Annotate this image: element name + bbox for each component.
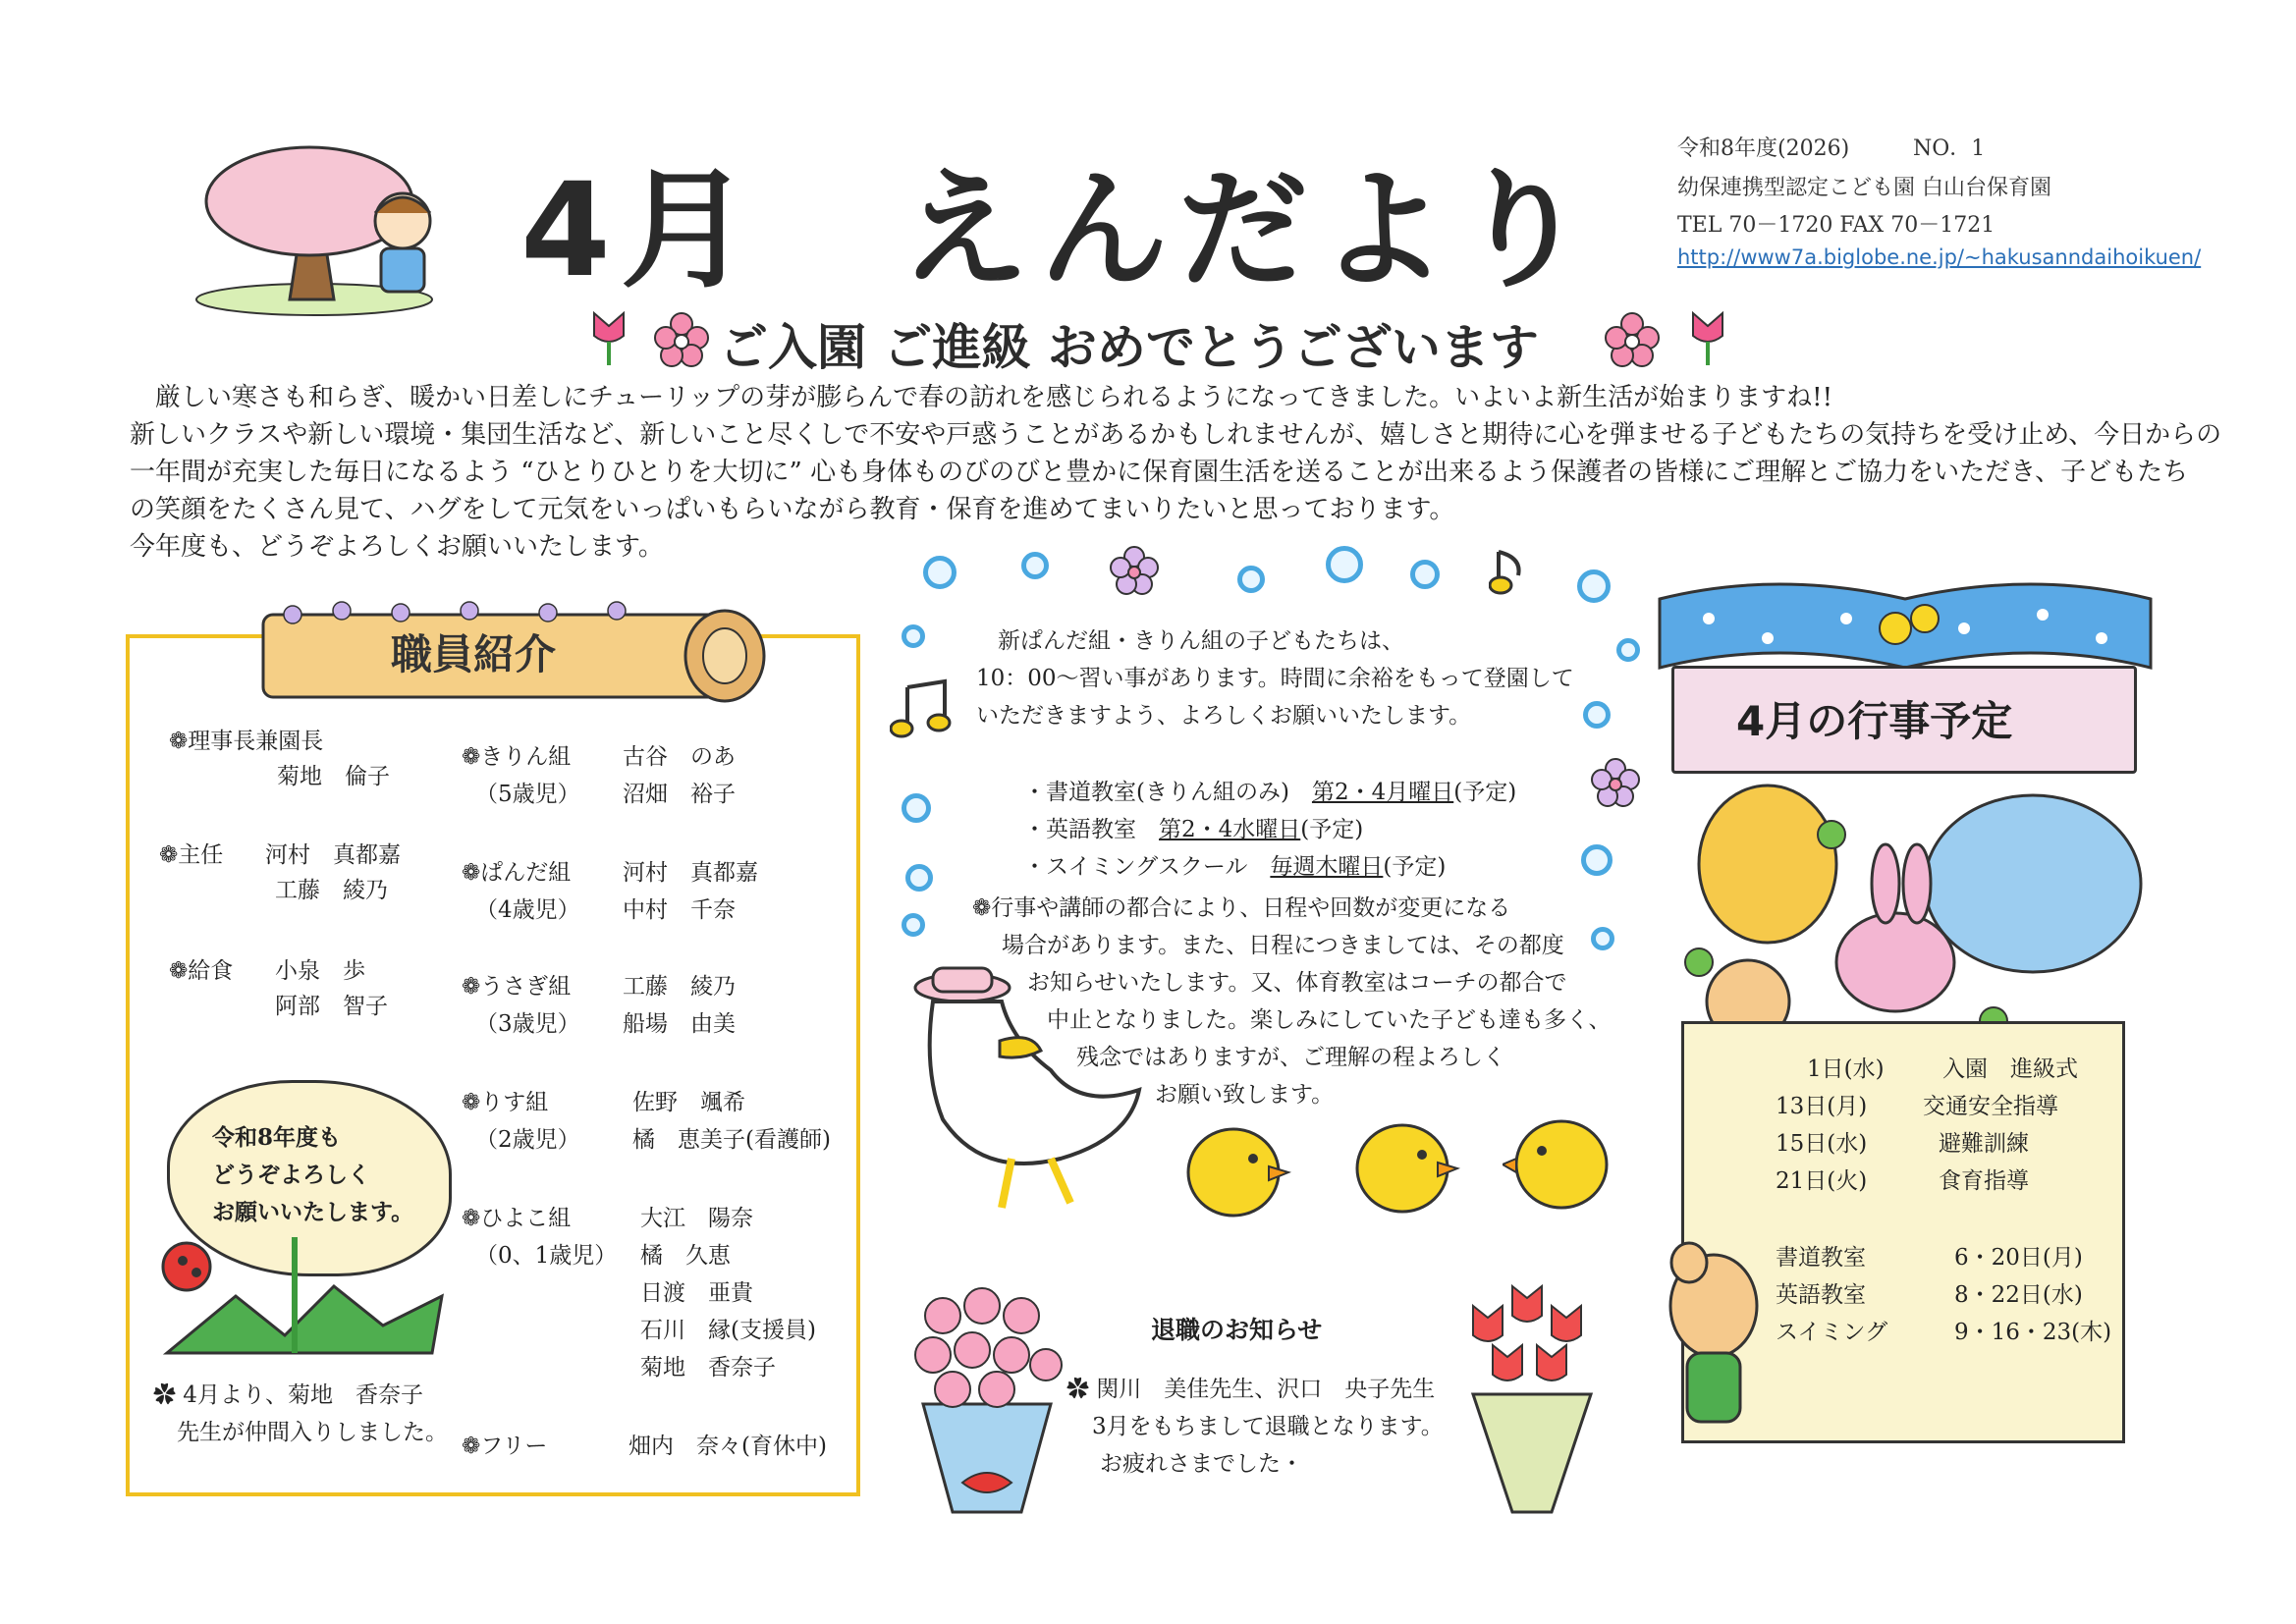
homepage-link[interactable]: http://www7a.biglobe.ne.jp/~hakusanndaihoikuen/ bbox=[1677, 245, 2202, 269]
class-age: （4歳児） bbox=[475, 897, 580, 923]
new-staff-note: ✿ 4月より、菊地 香奈子 bbox=[153, 1382, 423, 1408]
event-date: 13日(月) bbox=[1776, 1094, 1868, 1119]
chick-illustration bbox=[1343, 1110, 1461, 1227]
flower-icon bbox=[654, 312, 709, 367]
bubble-decoration bbox=[902, 793, 931, 823]
staff-name: 船場 由美 bbox=[623, 1011, 736, 1037]
notice-line: お願い致します。 bbox=[1155, 1082, 1335, 1108]
animals-illustration bbox=[1660, 776, 2151, 1051]
retire-line: ✿ 関川 美佳先生、沢口 央子先生 bbox=[1066, 1377, 1436, 1402]
flower-icon bbox=[1605, 312, 1660, 367]
bubble-decoration bbox=[1577, 569, 1611, 603]
music-note-icon bbox=[890, 677, 955, 740]
staff-name: 佐野 颯希 bbox=[632, 1090, 745, 1115]
lesson-item bbox=[1023, 848, 1446, 886]
class-age: （2歳児） bbox=[475, 1127, 580, 1153]
bubble-decoration bbox=[902, 624, 925, 648]
cherry-tree-illustration bbox=[187, 142, 462, 319]
lesson-name: 英語教室 bbox=[1776, 1282, 1866, 1308]
chick-illustration bbox=[1503, 1106, 1620, 1223]
staff-title: 職員紹介 bbox=[391, 630, 557, 678]
bubble-decoration bbox=[1326, 546, 1363, 583]
tulip-bouquet-illustration bbox=[1453, 1276, 1611, 1522]
cloud-line: 令和8年度も bbox=[212, 1124, 342, 1151]
intro-line: 新しいクラスや新しい環境・集団生活など、新しいこと尽くしで不安や戸惑うことがあるかもしれませんが、嬉しさと期待に心を弾ませる子どもたちの気持ちを受け止め、今日からの bbox=[130, 420, 2222, 450]
staff-role: ❁理事長兼園長 bbox=[169, 729, 324, 754]
staff-name: 工藤 綾乃 bbox=[275, 878, 388, 903]
lesson-dates: 9・16・23(木) bbox=[1954, 1320, 2112, 1345]
bubble-decoration bbox=[1581, 844, 1613, 876]
lessons-intro-line: 新ぱんだ組・きりん組の子どもたちは、 bbox=[998, 628, 1404, 654]
intro-line: 今年度も、どうぞよろしくお願いいたします。 bbox=[130, 532, 664, 562]
event-date: 1日(水) bbox=[1807, 1056, 1885, 1082]
retire-line: お疲れさまでした・ bbox=[1100, 1451, 1303, 1477]
staff-name: 菊地 倫子 bbox=[277, 764, 390, 789]
lesson-dates: 8・22日(水) bbox=[1954, 1282, 2083, 1308]
class-name: ❁フリー bbox=[462, 1434, 548, 1459]
flower-bouquet-illustration bbox=[903, 1276, 1070, 1522]
staff-name: 工藤 綾乃 bbox=[623, 974, 736, 1000]
bubble-decoration bbox=[902, 913, 925, 937]
staff-name: 畑内 奈々(育休中) bbox=[629, 1434, 827, 1459]
retire-line: 3月をもちまして退職となります。 bbox=[1092, 1414, 1444, 1439]
lessons-intro-line: 10：00～習い事があります。時間に余裕をもって登園して bbox=[976, 666, 1574, 691]
lesson-dates: 6・20日(月) bbox=[1954, 1245, 2083, 1271]
staff-name: 阿部 智子 bbox=[275, 994, 388, 1019]
bubble-decoration bbox=[923, 556, 957, 589]
flower-icon bbox=[1110, 546, 1159, 595]
contact-info: TEL 70－1720 FAX 70－1721 bbox=[1677, 213, 1995, 238]
event-date: 15日(水) bbox=[1776, 1131, 1868, 1157]
staff-name: 中村 千奈 bbox=[623, 897, 736, 923]
staff-name: 古谷 のあ bbox=[623, 744, 736, 770]
class-name: ❁りす組 bbox=[462, 1090, 549, 1115]
lesson-suffix: (予定) bbox=[1300, 817, 1364, 842]
school-name: 幼保連携型認定こども園 白山台保育園 bbox=[1677, 176, 2051, 200]
cloud-line: どうぞよろしく bbox=[212, 1162, 370, 1188]
tulip-icon bbox=[584, 308, 633, 367]
staff-name: 沼畑 裕子 bbox=[623, 782, 736, 807]
bubble-decoration bbox=[1616, 638, 1640, 662]
event-date: 21日(火) bbox=[1776, 1168, 1868, 1194]
lesson-day: 第2・4月曜日 bbox=[1311, 780, 1454, 805]
bubble-decoration bbox=[1021, 552, 1049, 579]
intro-line: の笑顔をたくさん見て、ハグをして元気をいっぱいもらいながら教育・保育を進めてまいりたいと思っております。 bbox=[130, 495, 1455, 524]
lesson-prefix: ・英語教室 bbox=[1023, 817, 1159, 842]
duck-illustration bbox=[903, 962, 1149, 1218]
lesson-day: 毎週木曜日 bbox=[1270, 854, 1384, 880]
intro-line: 厳しい寒さも和らぎ、暖かい日差しにチューリップの芽が膨らんで春の訪れを感じられるようになってきました。いよいよ新生活が始まりますね!! bbox=[130, 383, 1833, 412]
staff-name: 菊地 香奈子 bbox=[640, 1355, 776, 1380]
ladybug-flower-illustration bbox=[147, 1227, 452, 1355]
issue-number: NO．1 bbox=[1913, 136, 1986, 161]
bubble-decoration bbox=[1583, 701, 1611, 729]
music-note-icon bbox=[1489, 548, 1528, 597]
staff-name: 大江 陽奈 bbox=[640, 1206, 753, 1231]
lesson-day: 第2・4水曜日 bbox=[1159, 817, 1301, 842]
staff-name: 橘 久恵 bbox=[640, 1243, 731, 1269]
lesson-item bbox=[1023, 774, 1516, 811]
class-name: ❁ひよこ組 bbox=[462, 1206, 572, 1231]
intro-paragraph bbox=[130, 379, 2222, 566]
mouse-illustration bbox=[1660, 1237, 1768, 1434]
staff-name: 河村 真都嘉 bbox=[623, 860, 758, 886]
events-title: 4月の行事予定 bbox=[1736, 697, 2013, 745]
class-name: ❁ぱんだ組 bbox=[462, 860, 572, 886]
retire-title: 退職のお知らせ bbox=[1151, 1316, 1323, 1344]
bubble-decoration bbox=[1591, 927, 1614, 950]
event-name: 交通安全指導 bbox=[1923, 1094, 2058, 1119]
lesson-prefix: ・書道教室(きりん組のみ) bbox=[1023, 780, 1312, 805]
newsletter-title: 4月 えんだより bbox=[520, 155, 1597, 306]
staff-name: 小泉 歩 bbox=[275, 958, 365, 984]
intro-line: 一年間が充実した毎日になるよう “ひとりひとりを大切に” 心も身体ものびのびと豊かに保育園生活を送ることが出来るよう保護者の皆様にご理解とご協力をいただき、子どもたち bbox=[130, 458, 2189, 487]
fiscal-year: 令和8年度(2026) bbox=[1677, 136, 1850, 161]
notice-line: 残念ではありますが、ご理解の程よろしく bbox=[1076, 1045, 1505, 1070]
notice-line: 中止となりました。楽しみにしていた子ども達も多く、 bbox=[1047, 1007, 1612, 1033]
lessons-intro-line: いただきますよう、よろしくお願いいたします。 bbox=[976, 703, 1472, 729]
event-name: 入園 進級式 bbox=[1942, 1056, 2078, 1082]
lesson-suffix: (予定) bbox=[1383, 854, 1447, 880]
staff-name: 日渡 亜貴 bbox=[640, 1280, 753, 1306]
bubble-decoration bbox=[905, 864, 933, 892]
greeting-heading: ご入園 ご進級 おめでとうございます bbox=[719, 318, 1539, 376]
lesson-suffix: (予定) bbox=[1453, 780, 1517, 805]
cloud-line: お願いいたします。 bbox=[212, 1199, 414, 1225]
notice-line: 場合があります。また、日程につきましては、その都度 bbox=[1002, 933, 1564, 958]
chick-illustration bbox=[1175, 1113, 1292, 1231]
staff-name: 河村 真都嘉 bbox=[265, 842, 401, 868]
tulip-icon bbox=[1683, 308, 1732, 367]
staff-name: 橘 恵美子(看護師) bbox=[632, 1127, 831, 1153]
lesson-item bbox=[1023, 811, 1363, 848]
notice-line: ❁行事や講師の都合により、日程や回数が変更になる bbox=[972, 895, 1511, 921]
class-name: ❁きりん組 bbox=[462, 744, 572, 770]
lesson-name: スイミング bbox=[1776, 1320, 1888, 1345]
class-name: ❁うさぎ組 bbox=[462, 974, 572, 1000]
event-name: 避難訓練 bbox=[1939, 1131, 2029, 1157]
class-age: （5歳児） bbox=[475, 782, 580, 807]
lesson-name: 書道教室 bbox=[1776, 1245, 1866, 1271]
bubble-decoration bbox=[1237, 566, 1265, 593]
flower-icon bbox=[1591, 758, 1640, 807]
event-name: 食育指導 bbox=[1939, 1168, 2029, 1194]
notice-line: お知らせいたします。又、体育教室はコーチの都合で bbox=[1027, 970, 1567, 996]
staff-role: ❁給食 bbox=[169, 958, 234, 984]
staff-name: 石川 縁(支援員) bbox=[640, 1318, 816, 1343]
class-age: （0、1歳児） bbox=[475, 1243, 618, 1269]
new-staff-note: 先生が仲間入りしました。 bbox=[177, 1420, 448, 1445]
staff-role: ❁主任 bbox=[159, 842, 224, 868]
lesson-prefix: ・スイミングスクール bbox=[1023, 854, 1271, 880]
bubble-decoration bbox=[1410, 560, 1440, 589]
class-age: （3歳児） bbox=[475, 1011, 580, 1037]
